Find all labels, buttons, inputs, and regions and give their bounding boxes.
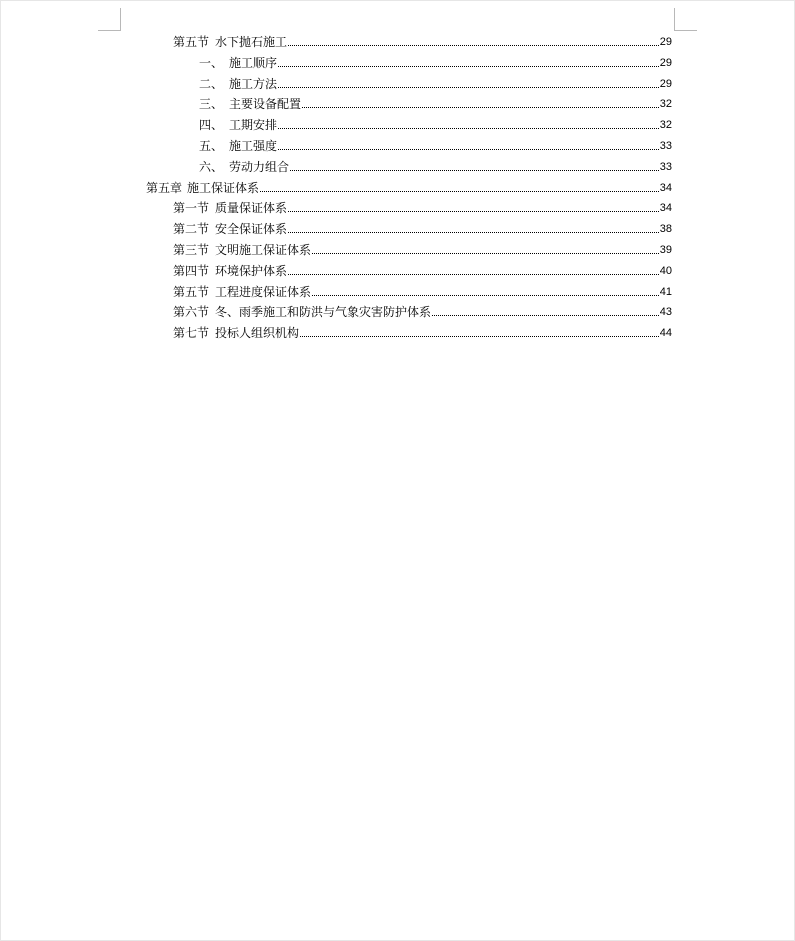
toc-entry-number: 第三节 [173,243,210,257]
toc-entry-title: 工程进度保证体系 [215,284,312,299]
toc-entry-number: 五、 [199,139,224,153]
toc-dot-leader [278,128,659,129]
crop-mark-top-left [98,8,121,31]
toc-entry-page-number: 40 [659,264,672,277]
toc-dot-leader [288,274,659,275]
toc-entry-number: 第七节 [173,326,210,341]
toc-entry-number: 第五章 [146,180,183,195]
toc-entry[interactable] [146,176,672,196]
toc-entry-number: 第二节 [173,222,210,237]
toc-entry-title: 冬、雨季施工和防洪与气象灾害防护体系 [215,305,432,320]
toc-entry-number: 第六节 [173,305,210,320]
toc-entry-title: 劳动力组合 [229,159,290,174]
toc-entry[interactable] [173,30,672,50]
toc-entry-title: 质量保证体系 [215,201,288,216]
toc-entry-page-number: 34 [659,181,672,194]
toc-entry-page-number: 29 [659,77,672,90]
toc-entry[interactable] [173,300,672,320]
toc-entry-page-number: 41 [659,285,672,298]
toc-entry-title: 工期安排 [229,118,278,133]
toc-dot-leader [312,295,659,296]
toc-entry[interactable] [173,196,672,216]
toc-entry-page-number: 39 [659,244,672,256]
toc-entry-title: 环境保护体系 [215,263,288,278]
toc-dot-leader [302,107,659,108]
toc-entry[interactable] [199,155,672,175]
toc-entry-title: 安全保证体系 [215,222,288,237]
toc-dot-leader [260,191,659,192]
toc-entry-title: 施工保证体系 [187,180,260,195]
toc-entry-title: 文明施工保证体系 [215,243,312,257]
toc-entry-page-number: 33 [659,140,672,152]
toc-entry[interactable] [199,92,672,112]
toc-entry-title: 主要设备配置 [229,97,302,112]
toc-entry[interactable] [173,321,672,341]
toc-entry-page-number: 29 [659,36,672,48]
toc-entry[interactable] [199,72,672,92]
toc-dot-leader [278,149,659,150]
toc-entry[interactable] [199,113,672,133]
toc-entry-page-number: 33 [659,160,672,173]
toc-entry-title: 施工顺序 [229,55,278,70]
toc-dot-leader [290,170,659,171]
toc-entry[interactable] [199,51,672,71]
toc-entry-page-number: 43 [659,306,672,319]
toc-entry-number: 四、 [199,118,224,133]
toc-entry-number: 一、 [199,55,224,70]
toc-dot-leader [278,66,659,67]
toc-entry[interactable] [173,259,672,279]
toc-entry-page-number: 38 [659,223,672,236]
toc-entry-page-number: 32 [659,98,672,111]
toc-entry-number: 第五节 [173,35,210,49]
toc-entry-number: 第五节 [173,284,210,299]
toc-entry-number: 二、 [199,76,224,91]
toc-dot-leader [288,232,659,233]
toc-entry-number: 三、 [199,97,224,112]
toc-entry-number: 第四节 [173,263,210,278]
toc-entry-number: 六、 [199,159,224,174]
toc-entry[interactable] [173,238,672,258]
toc-dot-leader [288,211,659,212]
toc-entry-page-number: 32 [659,119,672,132]
toc-entry-page-number: 44 [659,327,672,340]
toc-entry[interactable] [199,134,672,154]
toc-entry-title: 水下抛石施工 [215,35,288,49]
toc-entry-title: 投标人组织机构 [215,326,300,341]
toc-dot-leader [312,253,659,254]
toc-entry-title: 施工强度 [229,139,278,153]
toc-entry[interactable] [173,217,672,237]
toc-entry-number: 第一节 [173,201,210,216]
toc-dot-leader [278,87,659,88]
toc-dot-leader [288,45,659,46]
toc-entry-page-number: 34 [659,202,672,215]
toc-dot-leader [300,336,659,337]
toc-entry-page-number: 29 [659,56,672,69]
toc-entry-title: 施工方法 [229,76,278,91]
toc-entry[interactable] [173,280,672,300]
crop-mark-top-right [674,8,697,31]
toc-dot-leader [432,315,659,316]
